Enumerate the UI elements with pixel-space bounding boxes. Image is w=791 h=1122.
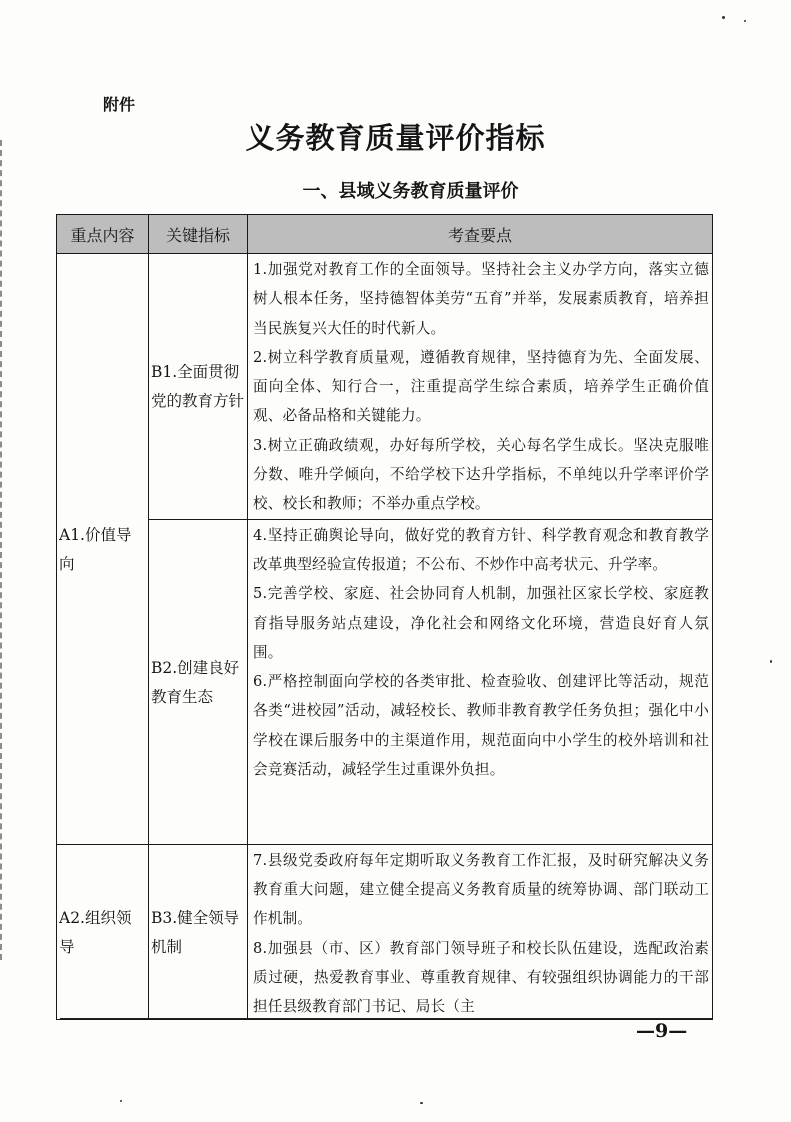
indicator-b1 — [149, 254, 248, 520]
check-points-b1 — [248, 254, 713, 520]
scan-speck — [744, 20, 746, 22]
page-number: —9— — [636, 1020, 688, 1042]
check-point-1: 1.加强党对教育工作的全面领导。坚持社会主义办学方向，落实立德树人根本任务，坚持德智体美劳“五育”并举，发展素质教育，培养担当民族复兴大任的时代新人。 — [253, 261, 709, 337]
scan-speck — [420, 1102, 423, 1104]
section-subtitle: 一、县域义务教育质量评价 — [302, 181, 519, 202]
check-point-4: 4.坚持正确舆论导向，做好党的教育方针、科学教育观念和教育教学改革典型经验宣传报道；不公布、不炒作中高考状元、升学率。 — [253, 526, 709, 573]
table-row — [57, 254, 713, 520]
table-row — [57, 519, 713, 844]
check-point-6: 6.严格控制面向学校的各类审批、检查验收、创建评比等活动，规范各类“进校园”活动，减轻校长、教师非教育教学任务负担；强化中小学校在课后服务中的主渠道作用，规范面向中小学生的校外培训和社会竞赛活动，减轻学生过重课外负担。 — [253, 673, 709, 779]
scan-edge-mark — [0, 140, 6, 960]
scan-speck — [770, 660, 772, 663]
category-a1 — [57, 254, 149, 845]
footer-rule — [60, 1018, 712, 1019]
attachment-label: 附件 — [103, 95, 136, 114]
check-points-b2 — [248, 519, 713, 844]
check-points-b3 — [248, 844, 713, 1019]
check-points-b3-clip — [253, 846, 709, 1016]
scan-speck — [722, 16, 725, 19]
check-point-8: 8.加强县（市、区）教育部门领导班子和校长队伍建设，选配政治素质过硬，热爱教育事业、尊重教育规律、有较强组织协调能力的干部担任县级教育部门书记、局长（主 — [253, 939, 709, 1016]
header-key-content: 重点内容 — [57, 215, 149, 254]
indicator-b2 — [149, 519, 248, 844]
table-header-row — [57, 215, 713, 254]
category-a2 — [57, 844, 149, 1019]
table-row — [57, 844, 713, 1019]
header-check-points: 考查要点 — [248, 215, 713, 254]
category-a1-label: A1.价值导向 — [59, 525, 132, 573]
category-a2-label: A2.组织领导 — [59, 908, 132, 956]
header-key-indicator: 关键指标 — [149, 215, 248, 254]
indicator-b1-label: B1.全面贯彻党的教育方针 — [151, 363, 245, 411]
indicator-b3-label: B3.健全领导机制 — [151, 908, 240, 956]
check-point-7: 7.县级党委政府每年定期听取义务教育工作汇报，及时研究解决义务教育重大问题，建立健全提高义务教育质量的统筹协调、部门联动工作机制。 — [253, 851, 709, 928]
scan-speck — [120, 1100, 122, 1102]
indicator-b3 — [149, 844, 248, 1019]
evaluation-table — [56, 214, 713, 1020]
document-title: 义务教育质量评价指标 — [245, 121, 546, 155]
check-point-3: 3.树立正确政绩观，办好每所学校，关心每名学生成长。坚决克服唯分数、唯升学倾向，不给学校下达升学指标，不单纯以升学率评价学校、校长和教师；不举办重点学校。 — [253, 436, 709, 513]
check-point-5: 5.完善学校、家庭、社会协同育人机制，加强社区家长学校、家庭教育指导服务站点建设，净化社会和网络文化环境，营造良好育人氛围。 — [253, 585, 709, 661]
check-point-2: 2.树立科学教育质量观，遵循教育规律，坚持德育为先、全面发展、面向全体、知行合一，注重提高学生综合素质，培养学生正确价值观、必备品格和关键能力。 — [253, 348, 709, 425]
indicator-b2-label: B2.创建良好教育生态 — [151, 658, 240, 706]
